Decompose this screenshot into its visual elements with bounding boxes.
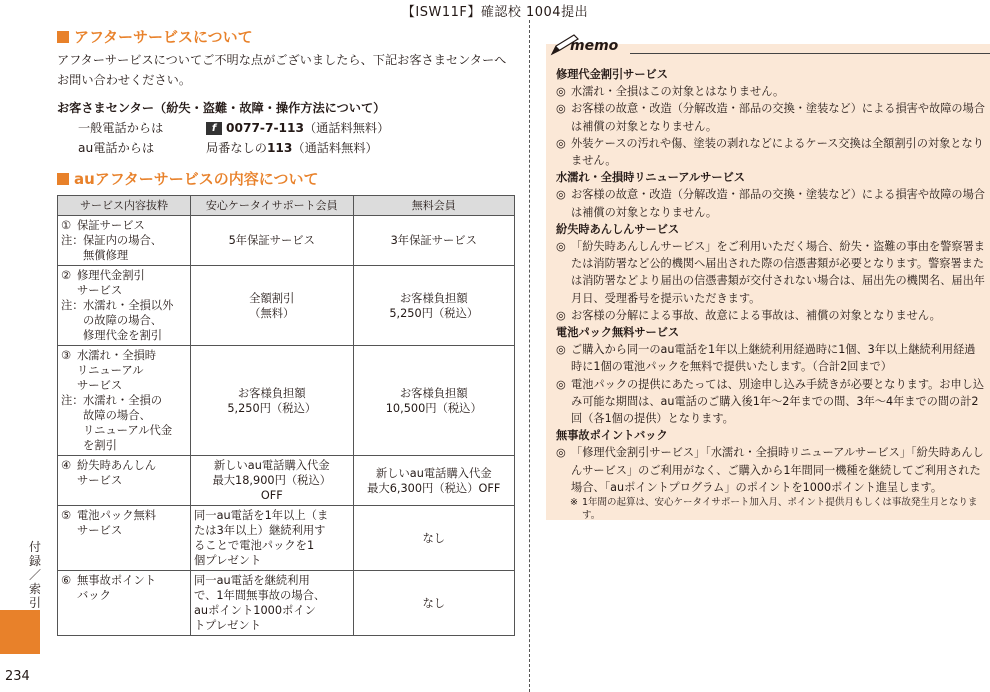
service-name-text: サービス: [77, 284, 123, 297]
service-name-line: [61, 348, 187, 363]
service-number: ①: [61, 219, 72, 232]
service-note-text: 水濡れ・全損以外: [83, 299, 174, 312]
section-title-au-service: auアフターサービスの内容について: [57, 168, 515, 190]
header-support-member: 安心ケータイサポート会員: [191, 196, 354, 216]
service-name-cell: [58, 506, 191, 571]
cell-line: お客様負担額: [399, 291, 468, 305]
bullet-icon: ◎: [556, 102, 566, 116]
service-name-text: 水濡れ・全損時: [77, 349, 157, 362]
cell-line: OFF: [260, 489, 283, 502]
contact-row-landline: 一般電話からは f 0077-7-113 （通話料無料）: [57, 118, 515, 138]
side-tab-char: 付: [28, 540, 41, 554]
memo-item-text: 「紛失時あんしんサービス」をご利用いただく場合、紛失・盗難の事由を警察署または消防署など公的機関へ届出された際の信憑書類が必要となります。警察署または消防署などより届出の信憑書類が交付されない場合は、届出先の機関名、届出年月日、受理番号を提示いただきます。: [571, 240, 985, 305]
cell-line: で、1年間無事故の場合、: [194, 589, 326, 602]
bullet-icon: ◎: [556, 377, 566, 391]
cell-line: （無料）: [249, 306, 295, 320]
table-row: [58, 506, 515, 571]
bullet-icon: ◎: [556, 446, 566, 460]
memo-heading: 水濡れ・全損時リニューアルサービス: [556, 171, 745, 185]
service-number: ②: [61, 269, 72, 282]
service-name-line: [61, 268, 187, 283]
cell-line: お客様負担額: [237, 386, 306, 400]
contact-row-au: au電話からは 局番なしの 113 （通話料無料）: [57, 138, 515, 158]
cell-line: 最大6,300円（税込）OFF: [367, 481, 501, 495]
service-number-spacer: [61, 283, 77, 298]
service-name-line: [61, 283, 187, 298]
cell-line: 5,250円（税込）: [227, 401, 317, 415]
bullet-icon: ◎: [556, 85, 566, 99]
intro-paragraph: アフターサービスについてご不明な点がございましたら、下記お客さまセンターへお問い合わせください。: [57, 53, 507, 87]
service-name-line: [61, 218, 187, 233]
table-row: [58, 456, 515, 506]
cell-line: 5年保証サービス: [228, 234, 315, 247]
header-free-member: 無料会員: [353, 196, 514, 216]
service-name-text: バック: [77, 589, 111, 602]
free-member-cell: [353, 346, 514, 456]
service-name-text: 保証サービス: [77, 219, 145, 232]
memo-item: [556, 135, 986, 169]
square-bullet-icon: [57, 31, 69, 43]
service-name-text: 紛失時あんしん: [77, 459, 157, 472]
support-member-cell: [191, 506, 354, 571]
cell-line: 10,500円（税込）: [385, 401, 482, 415]
service-note-text: 水濡れ・全損の: [83, 394, 163, 407]
side-tab-char: 索: [28, 582, 41, 596]
cell-line: 新しいau電話購入代金: [375, 466, 492, 480]
service-name-text: サービス: [77, 379, 123, 392]
free-member-cell: [353, 571, 514, 636]
memo-item: [556, 307, 986, 324]
service-note-line: [61, 233, 187, 248]
service-note-line: [61, 328, 187, 343]
support-member-cell: [191, 346, 354, 456]
side-tab-char: 引: [28, 596, 41, 610]
cell-line: 5,250円（税込）: [389, 306, 479, 320]
left-column: [57, 26, 515, 636]
memo-heading: 電池パック無料サービス: [556, 326, 680, 340]
page-number: 234: [5, 669, 30, 684]
table-row: [58, 571, 515, 636]
page-header: 【ISW11F】確認校 1004提出: [401, 5, 589, 20]
service-number: ④: [61, 459, 72, 472]
note-label: 注：: [61, 299, 84, 312]
contact-heading: お客さまセンター（紛失・盗難・故障・操作方法について）: [57, 101, 386, 115]
column-divider: [529, 20, 530, 692]
service-name-cell: [58, 571, 191, 636]
table-row: [58, 346, 515, 456]
service-note-line: [61, 408, 187, 423]
service-name-line: [61, 588, 187, 603]
service-note-text: 保証内の場合、: [83, 234, 163, 247]
service-name-line: [61, 378, 187, 393]
memo-item-text: 「修理代金割引サービス」「水濡れ・全損時リニューアルサービス」「紛失時あんしんサービス」のご利用がなく、ご購入から1年間同一機種を継続してご利用された場合、「auポイントプログラム」のポイントを1000ポイント進呈します。: [571, 446, 984, 494]
memo-body: [556, 66, 986, 522]
memo-item-text: お客様の故意・改造（分解改造・部品の交換・塗装など）による損害や故障の場合は補償の対象となりません。: [571, 102, 985, 133]
service-note-text: を割引: [83, 439, 117, 452]
service-number-spacer: [61, 363, 77, 378]
note-label-spacer: [61, 408, 83, 423]
service-note-line: [61, 393, 187, 408]
service-name-line: [61, 508, 187, 523]
footnote-mark-icon: ※: [570, 497, 578, 509]
memo-item-text: お客様の故意・改造（分解改造・部品の交換・塗装など）による損害や故障の場合は補償の対象となりません。: [571, 188, 985, 219]
service-name-text: サービス: [77, 524, 123, 537]
cell-line: お客様負担額: [399, 386, 468, 400]
memo-heading: 無事故ポイントバック: [556, 429, 668, 443]
bullet-icon: ◎: [556, 240, 566, 254]
section-title-after-service: アフターサービスについて: [57, 26, 515, 48]
service-name-line: [61, 573, 187, 588]
note-label-spacer: [61, 328, 83, 343]
memo-item-text: お客様の分解による事故、故意による事故は、補償の対象となりません。: [571, 308, 941, 322]
memo-item-text: ご購入から同一のau電話を1年以上継続利用経過時に1個、3年以上継続利用経過時に1個の電池パックを無料で提供いたします。（合計2回まで）: [571, 343, 976, 374]
service-name-text: リニューアル: [77, 364, 144, 377]
cell-line: たは3年以上）継続利用す: [194, 524, 326, 537]
service-name-line: [61, 473, 187, 488]
note-label-spacer: [61, 248, 83, 263]
au-number: 113: [266, 141, 293, 155]
service-number: ③: [61, 349, 72, 362]
service-note-text: 故障の場合、: [83, 409, 151, 422]
memo-heading: 修理代金割引サービス: [556, 68, 668, 81]
service-note-line: [61, 313, 187, 328]
service-name-text: サービス: [77, 474, 123, 487]
cell-line: 個プレゼント: [194, 554, 262, 567]
side-tab-marker: [0, 610, 40, 654]
service-note-text: 無償修理: [83, 249, 129, 262]
cell-line: 3年保証サービス: [390, 234, 477, 247]
memo-title: memo: [570, 38, 619, 54]
note-label-spacer: [61, 438, 83, 453]
support-member-cell: [191, 571, 354, 636]
side-tab-label: [26, 540, 44, 610]
free-member-cell: [353, 266, 514, 346]
memo-item: [556, 186, 986, 220]
service-name-cell: [58, 456, 191, 506]
header-service: サービス内容抜粋: [58, 196, 191, 216]
memo-underline: [630, 53, 990, 54]
service-name-cell: [58, 346, 191, 456]
bullet-icon: ◎: [556, 136, 566, 150]
memo-item: [556, 444, 986, 496]
cell-line: 同一au電話を1年以上（ま: [194, 509, 329, 522]
cell-line: 最大18,900円（税込）: [212, 474, 332, 487]
note-label: 注：: [61, 234, 84, 247]
service-name-cell: [58, 266, 191, 346]
free-member-cell: [353, 216, 514, 266]
cell-line: トプレゼント: [194, 619, 261, 632]
memo-item-text: 電池パックの提供にあたっては、別途申し込み手続きが必要となります。お申し込み可能な期間は、au電話のご購入後1年〜2年までの間、3年〜4年までの間の計2回（各1個の提供）となります。: [571, 377, 985, 426]
table-row: [58, 266, 515, 346]
table-row: [58, 216, 515, 266]
memo-item: [556, 100, 986, 134]
note-label-spacer: [61, 423, 83, 438]
support-member-cell: [191, 216, 354, 266]
service-name-text: 無事故ポイント: [77, 574, 157, 587]
service-number-spacer: [61, 378, 77, 393]
cell-line: auポイント1000ポイン: [194, 604, 316, 617]
memo-item-text: 外装ケースの汚れや傷、塗装の剥れなどによるケース交換は全額割引の対象となりません。: [571, 136, 984, 168]
free-member-cell: [353, 506, 514, 571]
memo-item-text: 水濡れ・全損はこの対象とはなりません。: [571, 85, 785, 99]
cell-line: なし: [422, 531, 446, 545]
footnote-text: 1年間の起算は、安心ケータイサポート加入月、ポイント提供月もしくは事故発生月となります。: [582, 497, 978, 522]
square-bullet-icon: [57, 173, 69, 185]
side-tab-char: 録: [28, 554, 41, 568]
bullet-icon: ◎: [556, 343, 566, 357]
bullet-icon: ◎: [556, 188, 566, 202]
memo-heading: 紛失時あんしんサービス: [556, 222, 680, 236]
memo-item: [556, 341, 986, 375]
side-tab-char: ／: [28, 568, 41, 582]
service-note-line: [61, 423, 187, 438]
service-note-text: リニューアル代金: [83, 424, 173, 437]
cell-line: 新しいau電話購入代金: [213, 459, 330, 472]
cell-line: 同一au電話を継続利用: [194, 574, 310, 587]
memo-item: [556, 376, 986, 428]
memo-footnote: [556, 496, 986, 522]
service-note-text: 修理代金を割引: [83, 329, 163, 342]
free-member-cell: [353, 456, 514, 506]
free-dial-icon: f: [206, 122, 222, 135]
service-number-spacer: [61, 588, 77, 603]
service-name-text: 電池パック無料: [77, 509, 157, 522]
service-number: ⑤: [61, 509, 72, 522]
service-name-line: [61, 458, 187, 473]
service-name-line: [61, 523, 187, 538]
cell-line: なし: [422, 596, 446, 610]
note-label-spacer: [61, 313, 83, 328]
table-header-row: [58, 196, 515, 216]
support-member-cell: [191, 266, 354, 346]
note-label: 注：: [61, 394, 84, 407]
service-name-cell: [58, 216, 191, 266]
cell-line: 全額割引: [249, 291, 295, 305]
cell-line: ることで電池パックを1: [194, 539, 315, 552]
service-number-spacer: [61, 473, 77, 488]
service-name-text: 修理代金割引: [77, 269, 145, 282]
bullet-icon: ◎: [556, 308, 566, 322]
service-number: ⑥: [61, 574, 72, 587]
service-number-spacer: [61, 523, 77, 538]
service-name-line: [61, 363, 187, 378]
landline-number: 0077-7-113: [226, 121, 304, 135]
service-note-line: [61, 298, 187, 313]
support-member-cell: [191, 456, 354, 506]
memo-item: [556, 238, 986, 307]
service-table: [57, 195, 515, 636]
service-note-line: [61, 248, 187, 263]
memo-item: [556, 83, 986, 100]
service-note-text: の故障の場合、: [83, 314, 163, 327]
service-note-line: [61, 438, 187, 453]
